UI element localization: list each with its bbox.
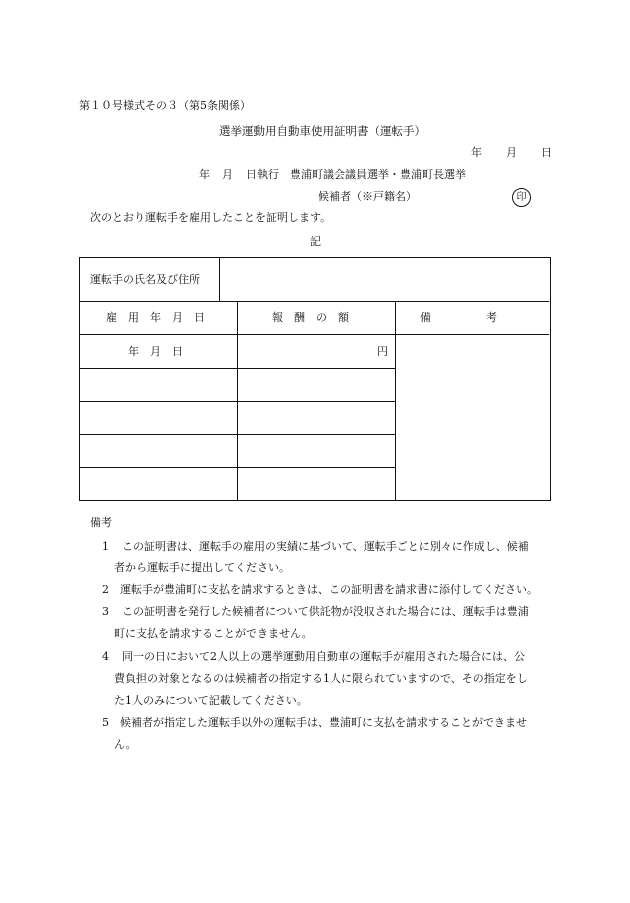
note-text: この証明書を発行した候補者について供託物が没収された場合には、運転手は豊浦 [122,605,529,618]
form-number: 第１０号様式その３（第5条関係） [79,99,251,112]
note-text: 運転手が豊浦町に支払を請求するときは、この証明書を請求書に添付してください。 [120,583,538,596]
header-remarks: 備 考 [420,311,497,324]
note-text: ん。 [114,738,137,751]
date-month: 月 [506,146,517,159]
note-number: 2 [102,583,109,596]
election-month: 月 [222,168,233,181]
election-name: 豊浦町議会議員選挙・豊浦町長選挙 [290,168,466,181]
note-text: 同一の日において2人以上の選挙運動用自動車の運転手が雇用された場合には、公 [122,650,525,663]
table-line [395,301,396,500]
note-number: 3 [102,605,109,618]
row-date-placeholder: 年 月 日 [128,345,183,358]
employment-table [79,257,551,501]
table-line [237,301,238,500]
note-text: 費負担の対象となるのは候補者の指定する1人に限られていますので、その指定をし [114,672,528,685]
table-line [80,301,549,302]
note-text: 者から運転手に提出してください。 [114,561,290,574]
notes-heading: 備考 [90,516,112,529]
note-text: 町に支払を請求することができません。 [114,627,313,640]
note-number: 5 [102,716,109,729]
yen-unit: 円 [377,345,388,358]
candidate-label: 候補者（※戸籍名） [318,190,417,203]
header-employment-date: 雇 用 年 月 日 [106,311,205,324]
document-title: 選挙運動用自動車使用証明書（運転手） [219,124,426,138]
election-execution: 日執行 [246,168,279,181]
election-year: 年 [199,168,210,181]
note-number: 4 [102,650,109,663]
statement: 次のとおり運転手を雇用したことを証明します。 [90,211,332,224]
driver-name-address-label: 運転手の氏名及び住所 [90,273,200,286]
note-text: この証明書は、運転手の雇用の実績に基づいて、運転手ごとに別々に作成し、候補 [122,540,529,553]
date-year: 年 [471,146,482,159]
header-remuneration: 報 酬 の 額 [272,311,349,324]
seal-stamp: 印 [512,188,531,207]
date-day: 日 [541,146,552,159]
table-line [80,334,549,335]
note-text: 候補者が指定した運転手以外の運転手は、豊浦町に支払を請求することができませ [120,716,527,729]
note-text: た1人のみについて記載してください。 [114,694,308,707]
ki-label: 記 [310,235,321,248]
driver-name-address-field[interactable] [220,259,549,301]
note-number: 1 [102,540,109,553]
